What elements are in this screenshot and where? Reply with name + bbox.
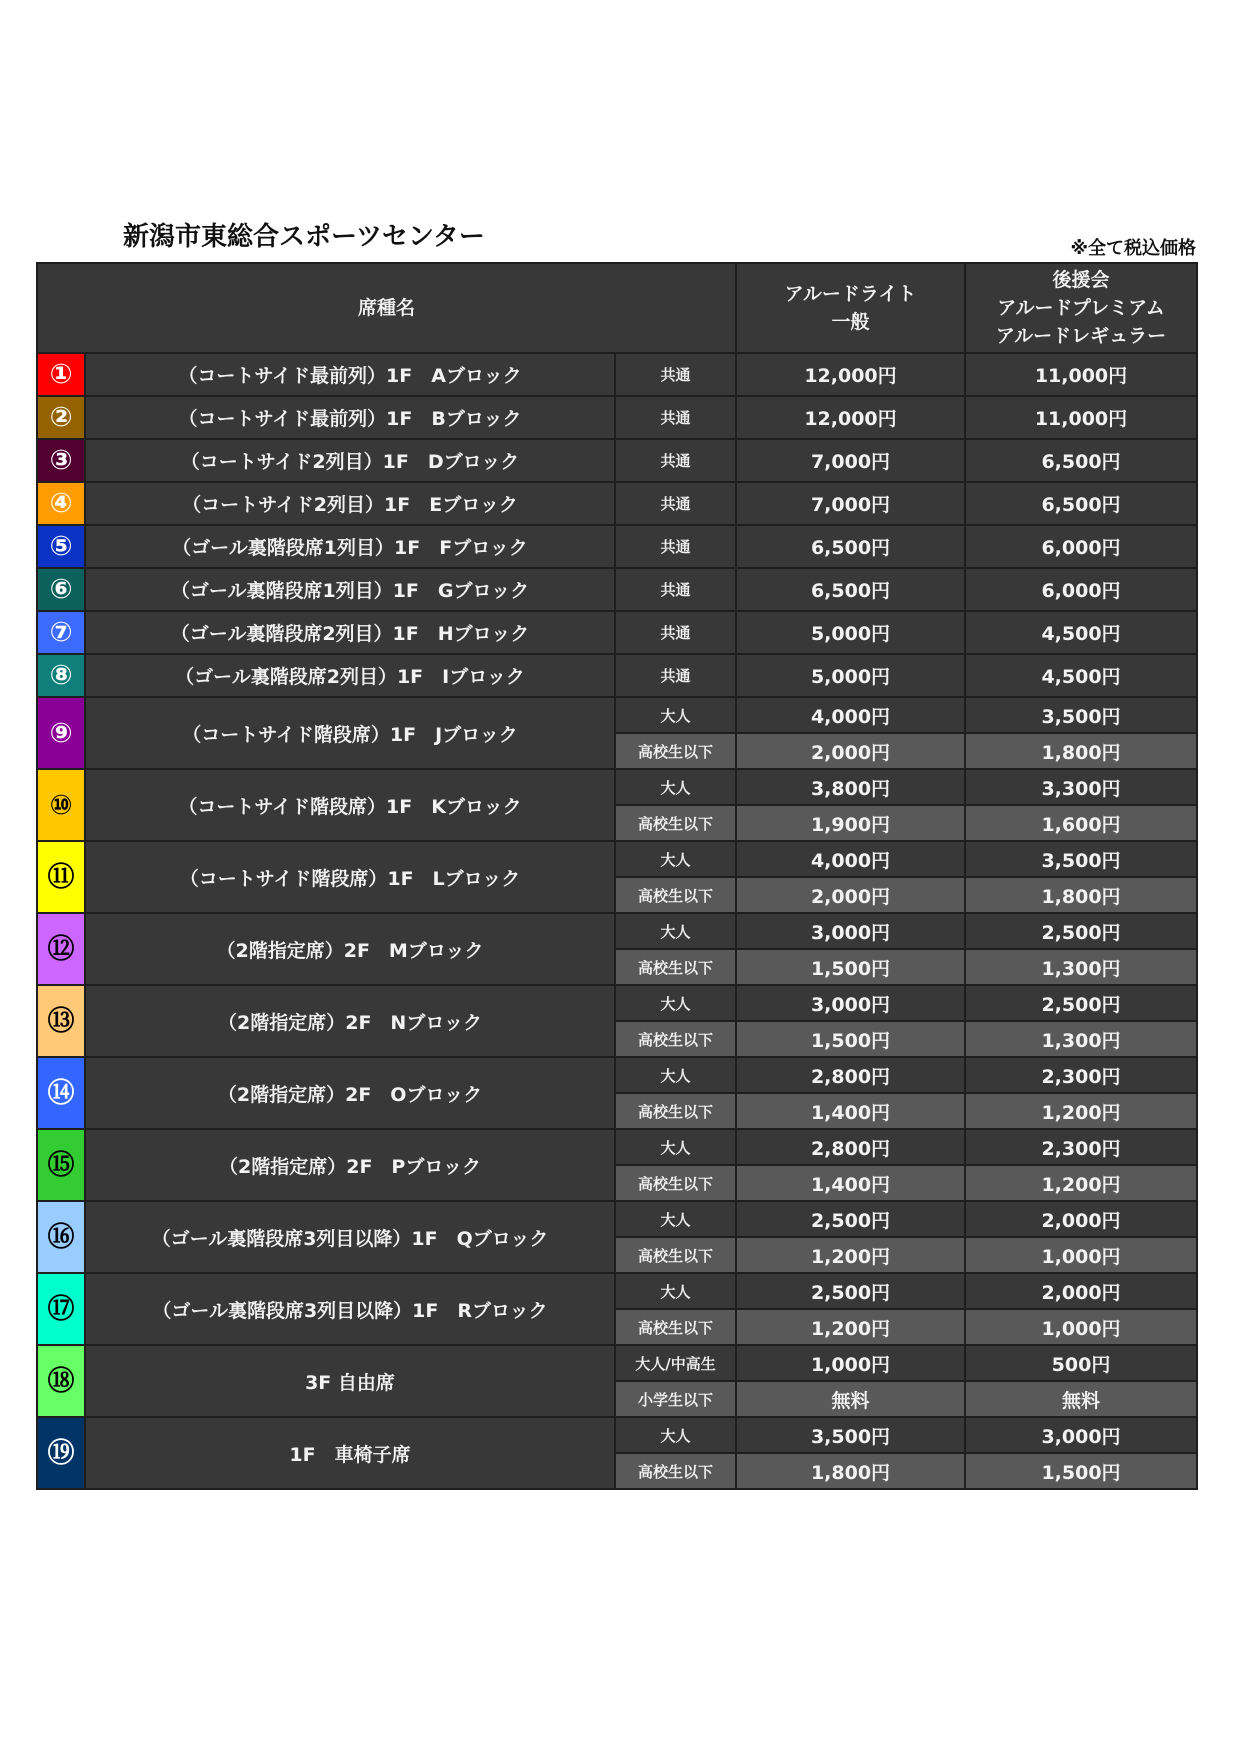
seat-number-badge [37,697,85,769]
price-general: 3,800円 [736,769,965,805]
price-general: 1,500円 [736,1021,965,1057]
ticket-type: 大人 [615,985,736,1021]
tax-note: ※全て税込価格 [1070,238,1196,259]
table-row [37,396,1197,439]
price-general: 4,000円 [736,697,965,733]
circled-number-icon: ⑯ [47,1221,75,1253]
price-general: 3,000円 [736,913,965,949]
ticket-type: 高校生以下 [615,733,736,769]
price-member: 2,500円 [965,913,1197,949]
table-row [37,1129,1197,1165]
price-member: 6,000円 [965,525,1197,568]
ticket-type: 大人/中高生 [615,1345,736,1381]
table-row [37,439,1197,482]
circled-number-icon: ⑲ [47,1437,75,1469]
circled-number-icon: ④ [49,488,73,519]
price-general: 2,000円 [736,877,965,913]
seat-name: （2階指定席）2F Nブロック [85,985,615,1057]
header-price-general [736,263,965,353]
seat-name: （コートサイド最前列）1F Bブロック [85,396,615,439]
seat-number-badge [37,439,85,482]
price-member: 1,200円 [965,1093,1197,1129]
header-line: アルードライト [784,283,917,305]
price-general: 1,500円 [736,949,965,985]
price-member: 6,500円 [965,439,1197,482]
ticket-type: 大人 [615,1273,736,1309]
price-general: 3,000円 [736,985,965,1021]
ticket-type: 高校生以下 [615,805,736,841]
circled-number-icon: ⑨ [49,717,73,749]
price-member: 1,600円 [965,805,1197,841]
price-general: 1,200円 [736,1309,965,1345]
price-general: 2,500円 [736,1201,965,1237]
price-table [36,262,1198,1490]
seat-number-badge [37,1201,85,1273]
seat-number-badge [37,913,85,985]
price-member: 1,000円 [965,1237,1197,1273]
price-member: 1,500円 [965,1453,1197,1489]
ticket-type: 共通 [615,353,736,396]
price-general: 12,000円 [736,353,965,396]
table-row [37,353,1197,396]
ticket-type: 高校生以下 [615,1237,736,1273]
ticket-type: 大人 [615,1057,736,1093]
circled-number-icon: ⑭ [47,1077,75,1109]
price-general: 4,000円 [736,841,965,877]
price-member: 500円 [965,1345,1197,1381]
price-general: 1,800円 [736,1453,965,1489]
seat-name: （ゴール裏階段席1列目）1F Gブロック [85,568,615,611]
seat-name: （2階指定席）2F Pブロック [85,1129,615,1201]
seat-number-badge [37,568,85,611]
price-general: 2,800円 [736,1057,965,1093]
header-line: 一般 [831,311,870,333]
price-member: 2,500円 [965,985,1197,1021]
table-row [37,482,1197,525]
price-general: 3,500円 [736,1417,965,1453]
seat-number-badge [37,611,85,654]
seat-name: （ゴール裏階段席2列目）1F Hブロック [85,611,615,654]
table-row [37,525,1197,568]
price-general: 7,000円 [736,439,965,482]
ticket-type: 高校生以下 [615,1165,736,1201]
seat-number-badge [37,482,85,525]
seat-name: （コートサイド2列目）1F Eブロック [85,482,615,525]
header-line: アルードプレミアム [997,297,1165,319]
circled-number-icon: ② [49,402,73,433]
price-member: 6,000円 [965,568,1197,611]
price-general: 1,900円 [736,805,965,841]
ticket-type: 共通 [615,654,736,697]
header-price-member [965,263,1197,353]
price-member: 3,500円 [965,697,1197,733]
page-title: 新潟市東総合スポーツセンター [123,222,485,252]
price-general: 1,400円 [736,1165,965,1201]
ticket-type: 高校生以下 [615,1309,736,1345]
price-member: 2,300円 [965,1057,1197,1093]
price-general: 1,400円 [736,1093,965,1129]
seat-name: （ゴール裏階段席3列目以降）1F Rブロック [85,1273,615,1345]
circled-number-icon: ⑩ [49,789,73,821]
table-row [37,611,1197,654]
seat-name: （コートサイド階段席）1F Jブロック [85,697,615,769]
circled-number-icon: ⑤ [49,531,73,562]
circled-number-icon: ① [49,359,73,390]
price-general: 2,000円 [736,733,965,769]
ticket-type: 大人 [615,1417,736,1453]
ticket-type: 大人 [615,769,736,805]
ticket-type: 大人 [615,1201,736,1237]
header-seat-name: 席種名 [37,263,736,353]
circled-number-icon: ⑥ [49,574,73,605]
ticket-type: 大人 [615,841,736,877]
seat-number-badge [37,1057,85,1129]
ticket-type: 共通 [615,568,736,611]
ticket-type: 共通 [615,439,736,482]
price-general: 1,200円 [736,1237,965,1273]
circled-number-icon: ⑮ [47,1149,75,1181]
ticket-type: 高校生以下 [615,877,736,913]
table-row [37,1201,1197,1237]
circled-number-icon: ⑧ [49,660,73,691]
price-general: 1,000円 [736,1345,965,1381]
price-member: 3,000円 [965,1417,1197,1453]
price-member: 3,500円 [965,841,1197,877]
price-member: 1,300円 [965,1021,1197,1057]
price-general: 5,000円 [736,611,965,654]
table-row [37,568,1197,611]
ticket-type: 高校生以下 [615,1453,736,1489]
seat-number-badge [37,654,85,697]
price-general: 6,500円 [736,568,965,611]
seat-number-badge [37,841,85,913]
table-row [37,1273,1197,1309]
seat-number-badge [37,1273,85,1345]
circled-number-icon: ⑬ [47,1005,75,1037]
circled-number-icon: ⑱ [47,1365,75,1397]
ticket-type: 小学生以下 [615,1381,736,1417]
ticket-type: 高校生以下 [615,949,736,985]
price-general: 無料 [736,1381,965,1417]
circled-number-icon: ⑫ [47,933,75,965]
price-member: 2,300円 [965,1129,1197,1165]
seat-name: 3F 自由席 [85,1345,615,1417]
price-general: 5,000円 [736,654,965,697]
price-member: 1,000円 [965,1309,1197,1345]
price-general: 2,500円 [736,1273,965,1309]
price-general: 7,000円 [736,482,965,525]
table-row [37,985,1197,1021]
ticket-type: 共通 [615,525,736,568]
circled-number-icon: ③ [49,445,73,476]
seat-number-badge [37,769,85,841]
circled-number-icon: ⑦ [49,617,73,648]
price-member: 11,000円 [965,396,1197,439]
table-row [37,654,1197,697]
circled-number-icon: ⑪ [47,861,75,893]
price-member: 1,300円 [965,949,1197,985]
circled-number-icon: ⑰ [47,1293,75,1325]
header-line: 後援会 [1052,269,1110,291]
seat-number-badge [37,1417,85,1489]
seat-number-badge [37,396,85,439]
price-member: 11,000円 [965,353,1197,396]
table-row [37,697,1197,733]
price-general: 2,800円 [736,1129,965,1165]
seat-name: （2階指定席）2F Oブロック [85,1057,615,1129]
price-general: 12,000円 [736,396,965,439]
price-member: 4,500円 [965,654,1197,697]
price-member: 6,500円 [965,482,1197,525]
price-member: 無料 [965,1381,1197,1417]
seat-name: （2階指定席）2F Mブロック [85,913,615,985]
table-row [37,1057,1197,1093]
seat-number-badge [37,1129,85,1201]
price-general: 6,500円 [736,525,965,568]
ticket-type: 共通 [615,482,736,525]
ticket-type: 大人 [615,1129,736,1165]
table-row [37,1345,1197,1381]
price-member: 2,000円 [965,1273,1197,1309]
ticket-type: 共通 [615,611,736,654]
seat-name: （ゴール裏階段席1列目）1F Fブロック [85,525,615,568]
price-member: 1,800円 [965,877,1197,913]
header-line: アルードレギュラー [995,325,1167,347]
ticket-type: 高校生以下 [615,1093,736,1129]
price-member: 3,300円 [965,769,1197,805]
table-row [37,1417,1197,1453]
seat-name: （ゴール裏階段席2列目）1F Iブロック [85,654,615,697]
seat-number-badge [37,353,85,396]
ticket-type: 共通 [615,396,736,439]
table-row [37,769,1197,805]
seat-name: （コートサイド最前列）1F Aブロック [85,353,615,396]
table-header-row [37,263,1197,353]
ticket-type: 大人 [615,697,736,733]
seat-number-badge [37,985,85,1057]
seat-name: （コートサイド階段席）1F Kブロック [85,769,615,841]
table-row [37,913,1197,949]
ticket-type: 高校生以下 [615,1021,736,1057]
price-member: 1,200円 [965,1165,1197,1201]
seat-name: （コートサイド階段席）1F Lブロック [85,841,615,913]
seat-number-badge [37,525,85,568]
price-member: 1,800円 [965,733,1197,769]
seat-name: 1F 車椅子席 [85,1417,615,1489]
ticket-type: 大人 [615,913,736,949]
table-row [37,841,1197,877]
seat-name: （ゴール裏階段席3列目以降）1F Qブロック [85,1201,615,1273]
seat-name: （コートサイド2列目）1F Dブロック [85,439,615,482]
seat-number-badge [37,1345,85,1417]
price-member: 2,000円 [965,1201,1197,1237]
price-member: 4,500円 [965,611,1197,654]
